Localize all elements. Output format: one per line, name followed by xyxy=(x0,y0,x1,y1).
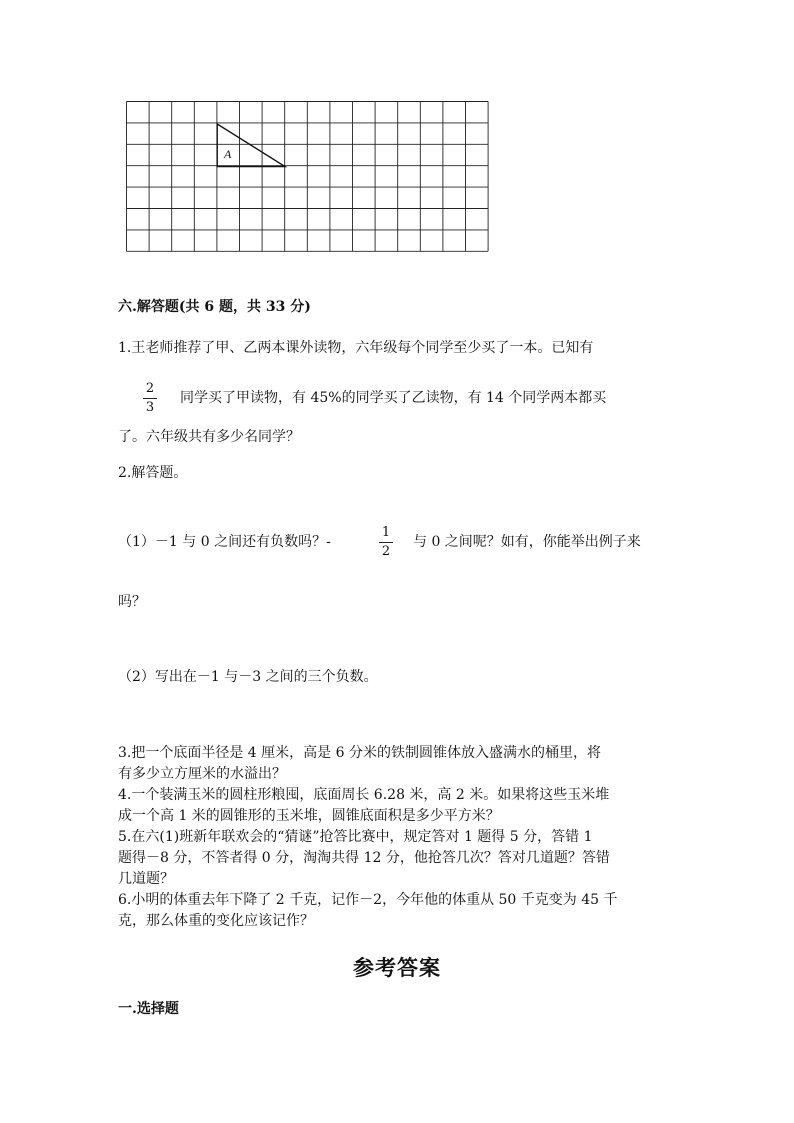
q1-fraction xyxy=(140,381,160,416)
q2-part1-b: 与 0 之间呢？如有，你能举出例子来 xyxy=(413,534,641,550)
q2-part1-c: 吗？ xyxy=(118,594,146,610)
q5-line1: 5.在六(1)班新年联欢会的“猜谜”抢答比赛中，规定答对 1 题得 5 分，答错 1 xyxy=(118,829,593,845)
q2-part1-a: （1）－1 与 0 之间还有负数吗？- xyxy=(118,534,331,550)
q3-line2: 有多少立方厘米的水溢出？ xyxy=(118,766,286,782)
q1-line3: 了。六年级共有多少名同学？ xyxy=(118,429,300,445)
q1-line2: 同学买了甲读物，有 45%的同学买了乙读物，有 14 个同学两本都买 xyxy=(180,390,607,406)
q6-line2: 克，那么体重的变化应该记作？ xyxy=(118,913,314,929)
q4-line1: 4.一个装满玉米的圆柱形粮囤，底面周长 6.28 米，高 2 米。如果将这些玉米堆 xyxy=(118,787,610,803)
q2-fraction-bar xyxy=(379,542,393,543)
q1-line1: 1.王老师推荐了甲、乙两本课外读物，六年级每个同学至少买了一本。已知有 xyxy=(118,340,594,356)
q1-fraction-denominator: 3 xyxy=(145,400,155,415)
q6-line1: 6.小明的体重去年下降了 2 千克，记作－2，今年他的体重从 50 千克变为 45 千 xyxy=(118,892,618,908)
q4-line2: 成一个高 1 米的圆锥形的玉米堆，圆锥底面积是多少平方米？ xyxy=(118,808,500,824)
q1-fraction-bar xyxy=(143,398,157,399)
q2-fraction-numerator: 1 xyxy=(381,525,391,540)
q5-line3: 几道题？ xyxy=(118,871,174,887)
grid-lines xyxy=(127,102,489,252)
answer-key-title: 参考答案 xyxy=(353,955,441,980)
q2-title: 2.解答题。 xyxy=(118,465,188,481)
q1-fraction-numerator: 2 xyxy=(145,381,155,396)
section-6-heading: 六.解答题(共 6 题，共 33 分) xyxy=(118,299,311,315)
q2-part2: （2）写出在－1 与－3 之间的三个负数。 xyxy=(118,669,378,685)
q3-line1: 3.把一个底面半径是 4 厘米，高是 6 分米的铁制圆锥体放入盛满水的桶里，将 xyxy=(118,745,601,761)
q2-fraction-denominator: 2 xyxy=(381,544,391,559)
grid-figure xyxy=(126,101,490,255)
q2-part1-fraction xyxy=(376,525,396,560)
answer-section-1-heading: 一.选择题 xyxy=(118,1001,179,1017)
triangle-a-label: A xyxy=(224,147,232,161)
q5-line2: 题得－8 分，不答者得 0 分，淘淘共得 12 分，他抢答几次？答对几道题？答错 xyxy=(118,850,610,866)
